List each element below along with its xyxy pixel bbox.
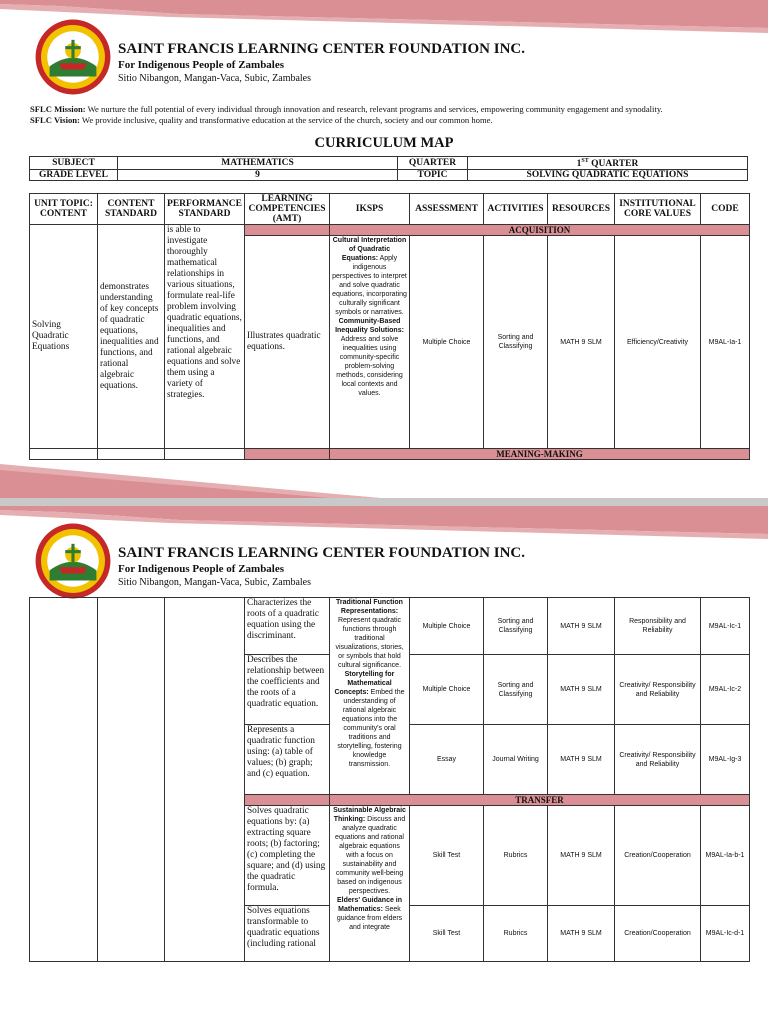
table-row: [30, 598, 750, 655]
top-decorative-band: [0, 0, 768, 40]
core-values-cell: Creation/Cooperation: [615, 806, 701, 906]
acquisition-band-left: [245, 225, 330, 236]
core-values-cell: Creation/Cooperation: [615, 906, 701, 962]
info-table: [29, 156, 748, 181]
subject-value: MATHEMATICS: [118, 157, 398, 170]
vision-text: We provide inclusive, quality and transformative education at the service of the church, society and our common home.: [79, 115, 493, 125]
core-values-cell: Creativity/ Responsibility and Reliability: [615, 725, 701, 795]
page-one: [0, 0, 768, 498]
topic-label: TOPIC: [398, 170, 468, 181]
col-core-values: INSTITUTIONAL CORE VALUES: [615, 194, 701, 225]
curriculum-table-continued: [29, 597, 750, 962]
unit-topic-cell: Solving Quadratic Equations: [30, 225, 98, 449]
bottom-decorative-band: [0, 464, 768, 498]
competency-cell: Represents a quadratic function using: (a) table of values; (b) graph; and (c) equation.: [245, 725, 330, 795]
mission-vision: [30, 104, 750, 126]
code-cell: M9AL-Ia-b-1: [701, 806, 750, 906]
info-row-grade: [30, 170, 748, 181]
curriculum-table: [29, 193, 750, 460]
iksps-title-1: Traditional Function Representations:: [336, 599, 403, 615]
col-performance-standard: PERFORMANCE STANDARD: [165, 194, 245, 225]
competency-cell: Solves quadratic equations by: (a) extracting square roots; (b) factoring; (c) completing the square; and (d) using the quadratic formula.: [245, 806, 330, 906]
code-cell: M9AL-Ic-1: [701, 598, 750, 655]
iksps-text-2: Embed the understanding of rational algebraic equations into the community's oral traditions and storytelling, fostering knowledge transmission.: [337, 689, 405, 768]
col-assessment: ASSESSMENT: [410, 194, 484, 225]
competency-cell: Illustrates quadratic equations.: [245, 236, 330, 449]
iksps-title-1: Cultural Interpretation of Quadratic Equations:: [332, 237, 407, 262]
resources-cell: MATH 9 SLM: [548, 906, 615, 962]
school-seal-icon: [34, 18, 112, 96]
content-standard-cell: demonstrates understanding of key concepts of quadratic equations, inequalities and functions, and rational algebraic equations.: [98, 225, 165, 449]
core-values-cell: Efficiency/Creativity: [615, 236, 701, 449]
iksps-title-3: Sustainable Algebraic Thinking:: [333, 807, 406, 823]
iksps-cell: [330, 598, 410, 795]
code-cell: M9AL-Ia-1: [701, 236, 750, 449]
header-row: [30, 194, 750, 225]
col-activities: ACTIVITIES: [484, 194, 548, 225]
col-content-standard: CONTENT STANDARD: [98, 194, 165, 225]
activities-cell: Sorting and Classifying: [484, 655, 548, 725]
code-cell: M9AL-Ig-3: [701, 725, 750, 795]
grade-value: 9: [118, 170, 398, 181]
acquisition-label: ACQUISITION: [330, 225, 750, 236]
meaning-making-label: MEANING-MAKING: [330, 449, 750, 460]
activities-cell: Journal Writing: [484, 725, 548, 795]
mission-text: We nurture the full potential of every individual through innovation and research, relevant programs and services, empowering community engagement and synodality.: [85, 104, 663, 114]
iksps-title-2: Community-Based Inequality Solutions:: [335, 318, 404, 334]
assessment-cell: Skill Test: [410, 906, 484, 962]
activities-cell: Rubrics: [484, 806, 548, 906]
performance-standard-cell: is able to investigate thoroughly mathematical relationships in various situations, formulate real-life problem involving quadratic equations, inequalities and functions, and rational algebraic equations and solve them using a variety of strategies.: [165, 225, 245, 449]
info-row-subject: [30, 157, 748, 170]
col-learning-competencies: LEARNING COMPETENCIES (AMT): [245, 194, 330, 225]
transfer-band-left: [245, 795, 330, 806]
subject-label: SUBJECT: [30, 157, 118, 170]
iksps-cell: [330, 806, 410, 962]
org-subtitle: For Indigenous People of Zambales: [118, 563, 285, 575]
org-subtitle: For Indigenous People of Zambales: [118, 59, 285, 71]
code-cell: M9AL-Ic-d-1: [701, 906, 750, 962]
page-separator: [0, 498, 768, 506]
mission-line: [30, 104, 750, 115]
page-two: [0, 506, 768, 1004]
assessment-cell: Multiple Choice: [410, 236, 484, 449]
resources-cell: MATH 9 SLM: [548, 725, 615, 795]
org-address: Sitio Nibangon, Mangan-Vaca, Subic, Zambales: [118, 577, 312, 588]
top-decorative-band-2: [0, 506, 768, 546]
assessment-cell: Essay: [410, 725, 484, 795]
resources-cell: MATH 9 SLM: [548, 598, 615, 655]
org-name: SAINT FRANCIS LEARNING CENTER FOUNDATION INC.: [118, 41, 525, 57]
iksps-text-3: Discuss and analyze quadratic equations and rational algebraic equations with a focus on sustainability and community well-being based on indigenous perspectives.: [335, 816, 406, 895]
meaning-band-left: [245, 449, 330, 460]
iksps-text-4: Seek guidance from elders and integrate: [336, 906, 403, 931]
core-values-cell: Creativity/ Responsibility and Reliability: [615, 655, 701, 725]
col-iksps: IKSPS: [330, 194, 410, 225]
acquisition-row: [30, 225, 750, 236]
activities-cell: Rubrics: [484, 906, 548, 962]
competency-cell: Describes the relationship between the coefficients and the roots of a quadratic equation.: [245, 655, 330, 725]
school-seal-icon: [34, 522, 112, 600]
topic-value: SOLVING QUADRATIC EQUATIONS: [468, 170, 748, 181]
resources-cell: MATH 9 SLM: [548, 655, 615, 725]
org-name: SAINT FRANCIS LEARNING CENTER FOUNDATION INC.: [118, 545, 525, 561]
competency-cell: Characterizes the roots of a quadratic equation using the discriminant.: [245, 598, 330, 655]
iksps-text-1: Represent quadratic functions through traditional visualizations, stories, or symbols that hold cultural significance.: [335, 617, 404, 669]
col-unit-topic: UNIT TOPIC: CONTENT: [30, 194, 98, 225]
iksps-title-2: Storytelling for Mathematical Concepts:: [334, 671, 395, 696]
iksps-title-4: Elders' Guidance in Mathematics:: [336, 897, 403, 913]
col-resources: RESOURCES: [548, 194, 615, 225]
assessment-cell: Multiple Choice: [410, 655, 484, 725]
iksps-cell: [330, 236, 410, 449]
activities-cell: Sorting and Classifying: [484, 236, 548, 449]
quarter-value: 1ST QUARTER: [468, 157, 748, 170]
iksps-text-2: Address and solve inequalities using community-specific problem-solving methods, considering local contexts and values.: [336, 336, 403, 397]
meaning-making-row: [30, 449, 750, 460]
organization-header: [118, 40, 525, 85]
code-cell: M9AL-Ic-2: [701, 655, 750, 725]
resources-cell: MATH 9 SLM: [548, 806, 615, 906]
iksps-text-1: Apply indigenous perspectives to interpret and solve quadratic equations, incorporating culturally significant symbols or narratives.: [332, 255, 407, 316]
vision-line: [30, 115, 750, 126]
col-code: CODE: [701, 194, 750, 225]
vision-label: SFLC Vision:: [30, 115, 80, 125]
assessment-cell: Multiple Choice: [410, 598, 484, 655]
mission-label: SFLC Mission:: [30, 104, 86, 114]
activities-cell: Sorting and Classifying: [484, 598, 548, 655]
grade-label: GRADE LEVEL: [30, 170, 118, 181]
org-address: Sitio Nibangon, Mangan-Vaca, Subic, Zambales: [118, 73, 312, 84]
organization-header-2: [118, 544, 525, 589]
core-values-cell: Responsibility and Reliability: [615, 598, 701, 655]
quarter-label: QUARTER: [398, 157, 468, 170]
resources-cell: MATH 9 SLM: [548, 236, 615, 449]
transfer-label: TRANSFER: [330, 795, 750, 806]
competency-cell: Solves equations transformable to quadratic equations (including rational: [245, 906, 330, 962]
assessment-cell: Skill Test: [410, 806, 484, 906]
page-title: CURRICULUM MAP: [314, 135, 454, 151]
